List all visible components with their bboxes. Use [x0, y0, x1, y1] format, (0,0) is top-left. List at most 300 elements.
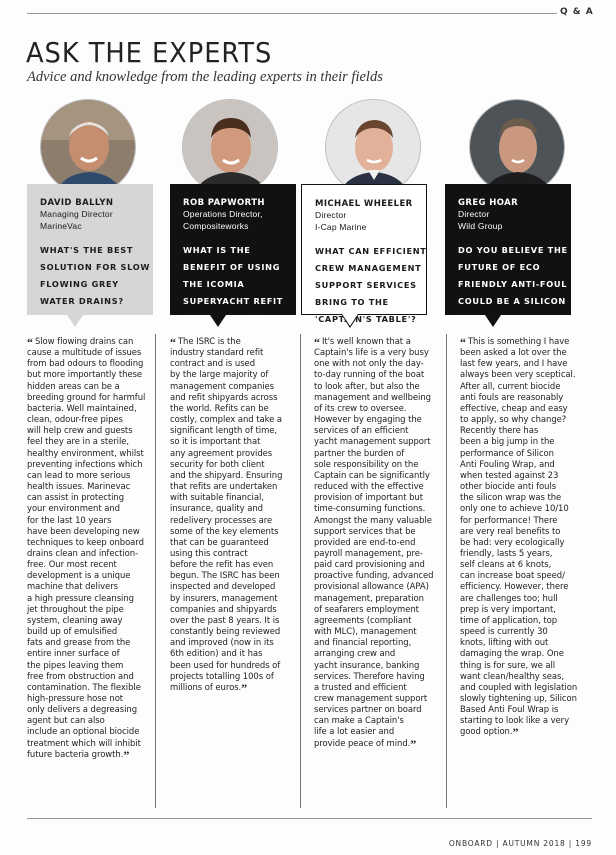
- answer-line: [314, 682, 436, 693]
- answer-text: speed is currently 30: [460, 626, 548, 637]
- answer-text: health issues. Marinevac: [27, 481, 131, 492]
- answer-text: fats and grease from the: [27, 637, 131, 648]
- answer-text: over the past 8 years. It is: [170, 614, 280, 625]
- answer-line: [170, 626, 292, 637]
- answer-line: [27, 648, 149, 659]
- expert-card-4: [445, 184, 571, 323]
- speech-pointer: [210, 315, 226, 327]
- answer-line: [314, 392, 436, 403]
- answer-line: [170, 503, 292, 514]
- answer-text: agent but can also: [27, 715, 105, 726]
- answer-text: want clean/healthy seas,: [460, 670, 564, 681]
- answer-text: healthy environment, whilst: [27, 447, 144, 458]
- answer-line: [314, 492, 436, 503]
- answer-text: self cleans at 6 knots,: [460, 559, 552, 570]
- answer-line: [27, 459, 149, 470]
- answer-text: be had: very ecologically: [460, 536, 565, 547]
- answer-line: [460, 548, 582, 559]
- answer-line: [27, 403, 149, 414]
- close-quote-mark: ”: [512, 725, 519, 740]
- answer-line: [460, 414, 582, 425]
- answer-text: your environment and: [27, 503, 120, 514]
- expert-answer-1: [27, 336, 149, 760]
- expert-title: Director: [458, 209, 490, 219]
- answer-text: using this contract: [170, 547, 248, 558]
- answer-text: reduced with the effective: [314, 481, 424, 492]
- answer-line: [170, 436, 292, 447]
- answer-text: However by engaging the: [314, 414, 422, 425]
- answer-text: can make a Captain's: [314, 715, 404, 726]
- answer-line: [314, 604, 436, 615]
- answer-text: system, cleaning away: [27, 614, 123, 625]
- answer-text: that can be guaranteed: [170, 536, 269, 547]
- answer-text: build up of emulsified: [27, 626, 118, 637]
- answer-text: support services that be: [314, 525, 416, 536]
- close-quote-mark: ”: [123, 747, 130, 762]
- answer-line: [170, 604, 292, 615]
- answer-line: [27, 581, 149, 592]
- answer-line: [314, 715, 436, 726]
- answer-line: [460, 725, 582, 740]
- answer-text: to look after, but also the: [314, 380, 420, 391]
- open-quote-mark: “: [27, 335, 33, 349]
- answer-text: breeding ground for harmful: [27, 391, 146, 402]
- answer-text: companies and shipyards: [170, 603, 277, 614]
- expert-answer-3: [314, 336, 436, 749]
- answer-line: [170, 682, 292, 693]
- answer-text: and refit shipyards across: [170, 391, 278, 402]
- answer-line: [27, 448, 149, 459]
- answer-text: and coupled with legislation: [460, 681, 578, 692]
- answer-line: [314, 738, 436, 749]
- answer-line: [460, 503, 582, 514]
- expert-photo-greg-hoar: [469, 99, 565, 195]
- expert-company: Compositeworks: [183, 220, 249, 231]
- answer-text: last few years, and I have: [460, 358, 568, 369]
- answer-line: [314, 403, 436, 414]
- answer-text: that refits are undertaken: [170, 481, 278, 492]
- answer-line: [314, 581, 436, 592]
- answer-line: [460, 481, 582, 492]
- answer-line: [27, 637, 149, 648]
- answer-line: [170, 581, 292, 592]
- answer-line: [27, 526, 149, 537]
- answer-line: [27, 481, 149, 492]
- answer-text: insurance, quality and: [170, 503, 263, 514]
- answer-text: proactive funding, advanced: [314, 570, 434, 581]
- expert-name: ROB PAPWORTH: [183, 198, 265, 208]
- answer-line: [460, 604, 582, 615]
- expert-card-1: [27, 184, 153, 315]
- answer-text: from bad odours to flooding: [27, 358, 144, 369]
- answer-text: Anti Fouling Wrap, and: [460, 458, 555, 469]
- speech-pointer: [485, 315, 501, 327]
- answer-line: [27, 626, 149, 637]
- answer-line: [460, 593, 582, 604]
- answer-text: by the large majority of: [170, 369, 269, 380]
- answer-line: [460, 615, 582, 626]
- answer-text: begun. The ISRC has been: [170, 570, 280, 581]
- answer-text: always been very sceptical.: [460, 369, 576, 380]
- expert-question: DO YOU BELIEVE THE FUTURE OF ECO FRIENDLY ANTI-FOUL COULD BE A SILICON WRAP?: [458, 245, 568, 323]
- answer-line: [170, 336, 292, 347]
- answer-text: to-day running of the boat: [314, 369, 425, 380]
- open-quote-mark: “: [170, 335, 176, 349]
- answer-line: [314, 448, 436, 459]
- answer-text: entire inner surface of: [27, 648, 120, 659]
- column-divider: [446, 334, 447, 808]
- answer-line: [314, 648, 436, 659]
- expert-answer-2: [170, 336, 292, 693]
- answer-text: drains clean and infection-: [27, 547, 139, 558]
- answer-line: [27, 715, 149, 726]
- answer-text: arranging crew and: [314, 648, 396, 659]
- answer-line: [27, 726, 149, 737]
- answer-line: [314, 381, 436, 392]
- answer-line: [314, 626, 436, 637]
- answer-line: [170, 414, 292, 425]
- answer-line: [314, 704, 436, 715]
- answer-text: starting to look like a very: [460, 715, 570, 726]
- answer-text: services. Therefore having: [314, 670, 425, 681]
- answer-text: been asked a lot over the: [460, 347, 567, 358]
- answer-text: have been developing new: [27, 525, 140, 536]
- answer-text: only delivers a degreasing: [27, 704, 138, 715]
- answer-line: [27, 436, 149, 447]
- answer-text: Captain's life is a very busy: [314, 347, 429, 358]
- answer-text: performance of Silicon: [460, 447, 554, 458]
- answer-text: provision of important but: [314, 492, 423, 503]
- answer-line: [170, 559, 292, 570]
- answer-text: high-pressure hose not: [27, 693, 124, 703]
- answer-line: [170, 381, 292, 392]
- answer-text: payroll management, pre-: [314, 547, 423, 558]
- answer-text: clean, odour-free pipes: [27, 414, 123, 425]
- answer-text: time-consuming functions.: [314, 503, 426, 514]
- answer-line: [27, 336, 149, 347]
- answer-text: Slow flowing drains can: [34, 336, 134, 346]
- answer-text: significant length of time,: [170, 425, 278, 436]
- answer-line: [460, 459, 582, 470]
- answer-line: [314, 660, 436, 671]
- answer-text: development is a unique: [27, 570, 131, 581]
- answer-line: [27, 615, 149, 626]
- bottom-divider: [27, 818, 592, 819]
- answer-line: [170, 593, 292, 604]
- answer-line: [314, 570, 436, 581]
- answer-line: [460, 448, 582, 459]
- answer-line: [314, 693, 436, 704]
- answer-text: constantly being reviewed: [170, 626, 281, 637]
- expert-company: I-Cap Marine: [315, 221, 367, 232]
- answer-text: with MLC), management: [314, 626, 417, 637]
- answer-line: [27, 515, 149, 526]
- answer-line: [170, 392, 292, 403]
- answer-line: [460, 470, 582, 481]
- answer-text: a high pressure cleansing: [27, 592, 134, 603]
- answer-line: [314, 436, 436, 447]
- answer-line: [460, 671, 582, 682]
- answer-line: [460, 626, 582, 637]
- answer-line: [27, 381, 149, 392]
- answer-line: [460, 369, 582, 380]
- answer-line: [27, 369, 149, 380]
- answer-line: [170, 459, 292, 470]
- answer-text: with suitable financial,: [170, 492, 264, 503]
- answer-text: friendly, lasts 5 years,: [460, 547, 553, 558]
- section-label: Q & A: [560, 7, 594, 17]
- open-quote-mark: “: [314, 335, 320, 349]
- answer-text: hidden areas can be a: [27, 380, 120, 391]
- answer-text: been a big jump in the: [460, 436, 555, 447]
- answer-line: [460, 648, 582, 659]
- answer-line: [170, 671, 292, 682]
- answer-line: [170, 615, 292, 626]
- answer-line: [314, 459, 436, 470]
- answer-text: This is something I have: [467, 336, 570, 346]
- answer-text: and improved (now in its: [170, 637, 274, 648]
- expert-question: WHAT CAN EFFICIENT CREW MANAGEMENT SUPPORT SERVICES BRING TO THE 'CAPTAIN'S TABLE'?: [315, 246, 427, 324]
- answer-text: Recently there has: [460, 425, 539, 436]
- answer-text: jet throughout the pipe: [27, 603, 124, 614]
- answer-line: [460, 693, 582, 704]
- answer-line: [460, 704, 582, 715]
- answer-text: techniques to keep onboard: [27, 536, 144, 547]
- expert-card-2: [170, 184, 296, 323]
- expert-question: WHAT IS THE BENEFIT OF USING THE ICOMIA SUPERYACHT REFIT CONTRACT (ISRC)?: [183, 245, 284, 323]
- answer-text: efficiency. However, there: [460, 581, 569, 592]
- answer-text: good option.: [460, 726, 513, 737]
- answer-line: [314, 726, 436, 737]
- answer-line: [170, 548, 292, 559]
- answer-text: provide peace of mind.: [314, 737, 411, 748]
- answer-line: [314, 515, 436, 526]
- answer-text: one with not only the day-: [314, 358, 424, 369]
- answer-text: can lead to more serious: [27, 469, 131, 480]
- page-subtitle: Advice and knowledge from the leading experts in their fields: [27, 69, 383, 85]
- answer-text: services partner on board: [314, 704, 422, 715]
- answer-text: thing is for sure, we all: [460, 659, 556, 670]
- answer-line: [27, 682, 149, 693]
- answer-line: [460, 403, 582, 414]
- answer-text: Amongst the many valuable: [314, 514, 432, 525]
- answer-text: management companies: [170, 380, 275, 391]
- answer-text: any agreement provides: [170, 447, 273, 458]
- answer-line: [460, 336, 582, 347]
- answer-line: [170, 660, 292, 671]
- expert-answer-4: [460, 336, 582, 738]
- answer-text: redelivery processes are: [170, 514, 273, 525]
- expert-title: Operations Director,: [183, 209, 263, 219]
- answer-text: management and wellbeing: [314, 391, 431, 402]
- expert-photo-david-ballyn: [40, 99, 136, 195]
- answer-text: services of an efficient: [314, 425, 409, 436]
- answer-text: are very real benefits to: [460, 525, 561, 536]
- answer-text: and the shipyard. Ensuring: [170, 469, 283, 480]
- answer-text: for performance! There: [460, 514, 558, 525]
- answer-line: [314, 548, 436, 559]
- top-divider: [27, 13, 557, 14]
- column-divider: [300, 334, 301, 808]
- answer-text: agreements (compliant: [314, 614, 412, 625]
- answer-line: [460, 537, 582, 548]
- answer-text: security for both client: [170, 458, 265, 469]
- answer-line: [460, 392, 582, 403]
- answer-text: time of application, top: [460, 614, 558, 625]
- expert-name: DAVID BALLYN: [40, 198, 114, 208]
- answer-line: [170, 570, 292, 581]
- speech-pointer: [342, 314, 358, 326]
- answer-text: the world. Refits can be: [170, 402, 269, 413]
- answer-line: [314, 358, 436, 369]
- answer-text: of its crew to oversee.: [314, 402, 407, 413]
- answer-text: Based Anti Foul Wrap is: [460, 704, 559, 715]
- answer-line: [314, 615, 436, 626]
- answer-text: free. Our most recent: [27, 559, 117, 570]
- answer-text: projects totalling 100s of: [170, 670, 274, 681]
- answer-line: [314, 414, 436, 425]
- answer-line: [27, 738, 149, 749]
- answer-text: so it is important that: [170, 436, 261, 447]
- answer-text: paid card provisioning and: [314, 559, 425, 570]
- answer-line: [314, 369, 436, 380]
- answer-line: [314, 637, 436, 648]
- answer-line: [314, 470, 436, 481]
- answer-text: free from obstruction and: [27, 670, 134, 681]
- answer-line: [170, 470, 292, 481]
- open-quote-mark: “: [460, 335, 466, 349]
- close-quote-mark: ”: [241, 680, 248, 695]
- answer-text: knots, lifting with out: [460, 637, 549, 648]
- answer-line: [314, 593, 436, 604]
- answer-line: [27, 604, 149, 615]
- expert-photo-rob-papworth: [182, 99, 278, 195]
- answer-text: preventing infections which: [27, 458, 143, 469]
- answer-text: slowly tightening up, Silicon: [460, 693, 577, 703]
- answer-text: anti fouls are reasonably: [460, 391, 564, 402]
- answer-text: The ISRC is the: [177, 336, 241, 346]
- answer-text: before the refit has even: [170, 559, 274, 570]
- answer-line: [314, 336, 436, 347]
- answer-text: Captain can be significantly: [314, 469, 430, 480]
- answer-text: a trusted and efficient: [314, 681, 407, 692]
- answer-text: are challenges too; hull: [460, 592, 558, 603]
- answer-text: contract and is used: [170, 358, 255, 369]
- answer-line: [27, 671, 149, 682]
- answer-line: [460, 559, 582, 570]
- answer-line: [460, 526, 582, 537]
- answer-line: [170, 347, 292, 358]
- answer-line: [460, 358, 582, 369]
- answer-text: machine that delivers: [27, 581, 118, 592]
- answer-text: will help crew and guests: [27, 425, 133, 436]
- answer-line: [314, 481, 436, 492]
- answer-text: cause a multitude of issues: [27, 347, 142, 358]
- answer-text: when tested against 23: [460, 469, 559, 480]
- answer-text: only one to achieve 10/10: [460, 503, 569, 514]
- answer-line: [170, 637, 292, 648]
- answer-line: [314, 537, 436, 548]
- answer-text: some of the key elements: [170, 525, 279, 536]
- answer-text: prep is very important,: [460, 603, 556, 614]
- answer-text: yacht management support: [314, 436, 431, 447]
- answer-line: [170, 648, 292, 659]
- answer-line: [314, 347, 436, 358]
- answer-text: but more importantly these: [27, 369, 143, 380]
- answer-text: provisional allowance (APA): [314, 581, 429, 592]
- answer-line: [170, 448, 292, 459]
- answer-line: [27, 358, 149, 369]
- answer-line: [27, 749, 149, 760]
- answer-text: can increase boat speed/: [460, 570, 565, 581]
- answer-line: [460, 581, 582, 592]
- answer-line: [27, 593, 149, 604]
- answer-line: [170, 526, 292, 537]
- answer-line: [460, 515, 582, 526]
- answer-line: [27, 347, 149, 358]
- answer-line: [170, 358, 292, 369]
- expert-name: GREG HOAR: [458, 198, 519, 208]
- expert-company: Wild Group: [458, 220, 503, 231]
- expert-photo-michael-wheeler: [325, 99, 421, 195]
- answer-line: [460, 715, 582, 726]
- answer-text: of seafarers employment: [314, 603, 419, 614]
- answer-line: [170, 369, 292, 380]
- answer-text: industry standard refit: [170, 347, 264, 358]
- answer-line: [170, 481, 292, 492]
- expert-name: MICHAEL WHEELER: [315, 199, 413, 209]
- column-divider: [155, 334, 156, 808]
- answer-line: [460, 492, 582, 503]
- answer-line: [27, 392, 149, 403]
- answer-line: [460, 381, 582, 392]
- answer-text: to apply, so why change?: [460, 414, 567, 425]
- answer-text: contamination. The flexible: [27, 681, 141, 692]
- answer-text: effective, cheap and easy: [460, 402, 568, 413]
- answer-line: [314, 559, 436, 570]
- answer-line: [460, 660, 582, 671]
- answer-text: future bacteria growth.: [27, 748, 124, 759]
- answer-text: provided are end-to-end: [314, 536, 416, 547]
- answer-text: and financial reporting,: [314, 637, 412, 648]
- answer-line: [27, 559, 149, 570]
- answer-text: include an optional biocide: [27, 726, 140, 737]
- answer-line: [27, 503, 149, 514]
- answer-text: It's well known that a: [321, 336, 411, 346]
- answer-text: partner the burden of: [314, 447, 405, 458]
- answer-text: sole responsibility on the: [314, 458, 419, 469]
- answer-text: treatment which will inhibit: [27, 737, 141, 748]
- speech-pointer: [67, 315, 83, 327]
- expert-company: MarineVac: [40, 220, 82, 231]
- page-folio: ONBOARD | AUTUMN 2018 | 199: [448, 839, 592, 848]
- answer-text: the silicon wrap was the: [460, 492, 562, 503]
- answer-line: [460, 570, 582, 581]
- expert-card-3: [301, 184, 427, 324]
- page-title: ASK THE EXPERTS: [26, 36, 273, 69]
- answer-line: [27, 660, 149, 671]
- answer-line: [170, 403, 292, 414]
- answer-line: [27, 570, 149, 581]
- answer-text: other biocide anti fouls: [460, 481, 557, 492]
- answer-text: 6th edition) and it has: [170, 648, 263, 659]
- answer-line: [27, 537, 149, 548]
- answer-text: management, preparation: [314, 592, 424, 603]
- expert-question: WHAT'S THE BEST SOLUTION FOR SLOW FLOWING GREY WATER DRAINS?: [40, 245, 151, 306]
- answer-text: the pipes leaving them: [27, 659, 124, 670]
- answer-line: [27, 414, 149, 425]
- answer-line: [314, 526, 436, 537]
